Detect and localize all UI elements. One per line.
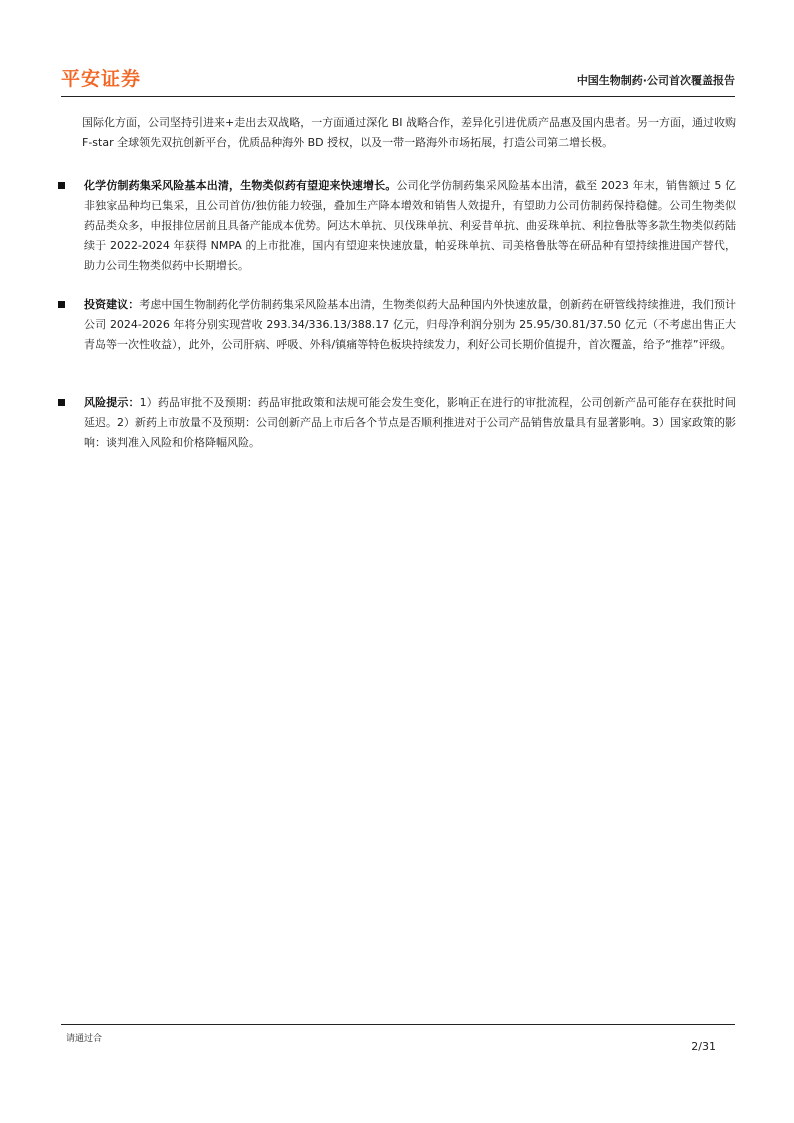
page-number: 2/31 xyxy=(691,1040,716,1053)
footer-divider xyxy=(61,1024,735,1025)
intro-paragraph: 国际化方面，公司坚持引进来+走出去双战略，一方面通过深化 BI 战略合作，差异化引进优质产品惠及国内患者。另一方面，通过收购 F-star 全球领先双抗创新平台，优质品种海外 BD 授权，以及一带一路海外市场拓展，打造公司第二增长极。 xyxy=(82,116,736,149)
brand-logo: 平安证券 xyxy=(61,68,142,90)
square-bullet-icon xyxy=(58,182,65,189)
bullet-body: 考虑中国生物制药化学仿制药集采风险基本出清，生物类似药大品种国内外快速放量，创新药在研管线持续推进，我们预计公司 2024-2026 年将分别实现营收 293.34/336.13/388.17 亿元，归母净利润分别为 25.95/30.81/37.50 亿元（不考虑出售正大青岛等一次性收益），此外，公司肝病、呼吸、外科/镇痛等特色板块持续发力，利好公司长期价值提升，首次覆盖，给予“推荐”评级。 xyxy=(84,298,737,351)
bullet-heading: 投资建议： xyxy=(84,298,140,311)
bullet-paragraph xyxy=(84,176,736,276)
bullet-section-investment-advice xyxy=(58,295,736,355)
bullet-paragraph xyxy=(84,295,736,355)
bullet-heading: 风险提示： xyxy=(84,396,140,409)
report-title: 中国生物制药·公司首次覆盖报告 xyxy=(576,74,735,87)
bullet-section-risk-warning xyxy=(58,393,736,453)
bullet-body: 1）药品审批不及预期：药品审批政策和法规可能会发生变化，影响正在进行的审批流程，公司创新产品可能存在获批时间延迟。2）新药上市放量不及预期：公司创新产品上市后各个节点是否顺利推进对于公司产品销售放量具有显著影响。3）国家政策的影响：谈判准入风险和价格降幅风险。 xyxy=(84,396,737,449)
square-bullet-icon xyxy=(58,301,65,308)
header-divider xyxy=(61,96,735,97)
bullet-paragraph xyxy=(84,393,736,453)
page-header xyxy=(61,60,735,96)
bullet-body: 公司化学仿制药集采风险基本出清，截至 2023 年末，销售额过 5 亿非独家品种均已集采，且公司首仿/独仿能力较强，叠加生产降本增效和销售人效提升，有望助力公司仿制药保持稳健。公司生物类似药品类众多，申报排位居前且具备产能成本优势。阿达木单抗、贝伐珠单抗、利妥昔单抗、曲妥珠单抗、利拉鲁肽等多款生物类似药陆续于 2022-2024 年获得 NMPA 的上市批准，国内有望迎来快速放量，帕妥珠单抗、司美格鲁肽等在研品种有望持续推进国产替代，助力公司生物类似药中长期增长。 xyxy=(84,179,737,272)
bullet-heading: 化学仿制药集采风险基本出清，生物类似药有望迎来快速增长。 xyxy=(84,179,397,192)
footer-notice: 请通过合 xyxy=(66,1034,103,1044)
bullet-section-generics xyxy=(58,176,736,276)
square-bullet-icon xyxy=(58,399,65,406)
